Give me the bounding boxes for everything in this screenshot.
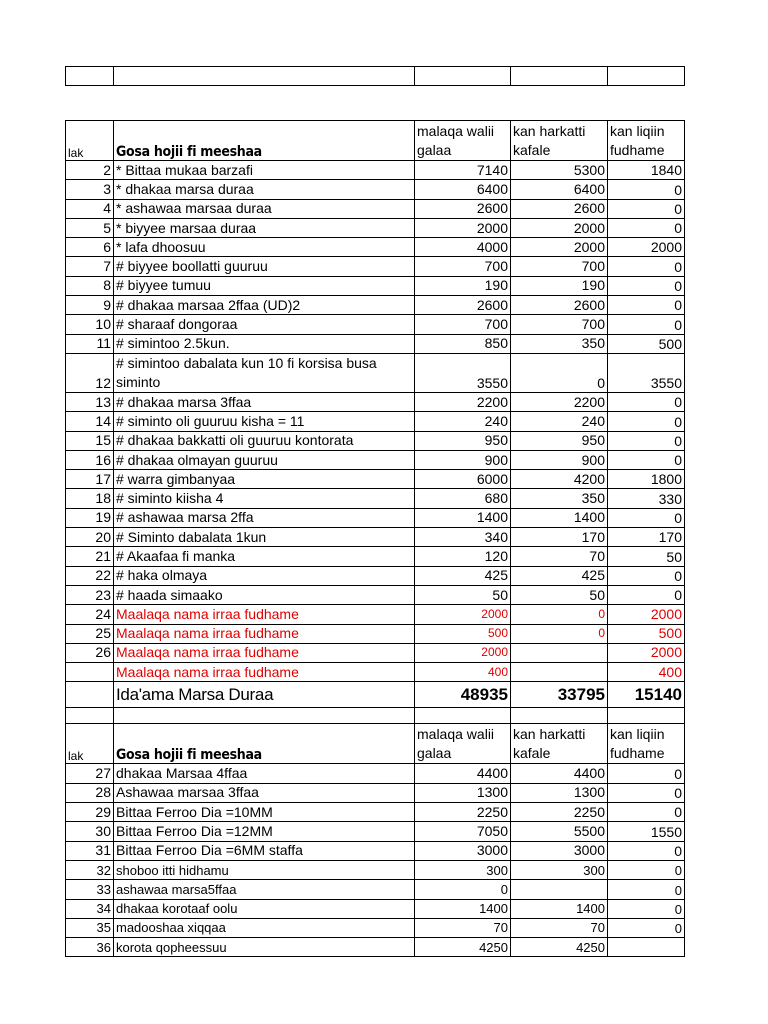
value-paid[interactable]: 1400 — [511, 508, 608, 527]
value-total[interactable]: 500 — [415, 624, 511, 643]
row-label-line1: # simintoo dabalata kun 10 fi korsisa busa — [116, 354, 377, 371]
value-loan[interactable]: 3550 — [608, 353, 685, 392]
value-total[interactable]: 2000 — [415, 643, 511, 662]
value-total[interactable]: 1400 — [415, 899, 511, 918]
value-loan[interactable]: 0 — [608, 803, 685, 822]
value-total[interactable]: 1400 — [415, 508, 511, 527]
table-row — [66, 624, 685, 643]
total-value-paid[interactable]: 33795 — [511, 682, 608, 708]
total-lak-cell[interactable] — [66, 682, 114, 708]
value-paid[interactable]: 170 — [511, 528, 608, 547]
value-paid[interactable]: 5500 — [511, 822, 608, 841]
spreadsheet-table — [65, 120, 685, 957]
value-paid[interactable]: 4250 — [511, 938, 608, 957]
value-paid[interactable]: 700 — [511, 315, 608, 334]
value-loan[interactable]: 1550 — [608, 822, 685, 841]
value-paid[interactable]: 350 — [511, 489, 608, 508]
value-loan[interactable]: 0 — [608, 841, 685, 860]
table-row — [66, 257, 685, 276]
row-number[interactable]: 26 — [66, 643, 114, 662]
row-number[interactable]: 11 — [66, 334, 114, 353]
header-col3[interactable]: malaqa walii galaa — [415, 724, 511, 764]
table-row — [66, 353, 685, 392]
value-paid[interactable] — [511, 643, 608, 662]
value-loan[interactable]: 50 — [608, 547, 685, 566]
cell[interactable] — [511, 708, 608, 724]
value-loan[interactable]: 0 — [608, 918, 685, 937]
table-row — [66, 238, 685, 257]
value-paid[interactable]: 350 — [511, 334, 608, 353]
row-label[interactable]: # Siminto dabalata 1kun — [114, 528, 415, 547]
row-label[interactable]: # haka olmaya — [114, 566, 415, 585]
value-paid[interactable]: 4400 — [511, 764, 608, 783]
row-label[interactable]: * Bittaa mukaa barzafi — [114, 161, 415, 180]
row-label[interactable]: korota qopheessuu — [114, 938, 415, 957]
value-paid[interactable]: 950 — [511, 431, 608, 450]
row-label-line2: siminto — [116, 373, 161, 390]
value-paid[interactable] — [511, 663, 608, 682]
value-paid[interactable]: 900 — [511, 450, 608, 469]
row-number[interactable]: 6 — [66, 238, 114, 257]
header-row-2 — [66, 724, 685, 764]
row-label[interactable]: Maalaqa nama irraa fudhame — [114, 663, 415, 682]
table-row — [66, 547, 685, 566]
table-row — [66, 566, 685, 585]
value-paid[interactable]: 700 — [511, 257, 608, 276]
row-label[interactable]: Bittaa Ferroo Dia =12MM — [114, 822, 415, 841]
cell[interactable] — [66, 67, 114, 86]
table-row — [66, 296, 685, 315]
value-loan[interactable] — [608, 938, 685, 957]
row-number[interactable]: 3 — [66, 180, 114, 199]
row-label[interactable]: Maalaqa nama irraa fudhame — [114, 643, 415, 662]
value-loan[interactable]: 0 — [608, 199, 685, 218]
total-row — [66, 682, 685, 708]
table-row — [66, 276, 685, 295]
cell[interactable] — [114, 708, 415, 724]
value-total[interactable]: 2000 — [415, 218, 511, 237]
row-number[interactable]: 31 — [66, 841, 114, 860]
value-loan[interactable]: 0 — [608, 296, 685, 315]
row-number[interactable]: 25 — [66, 624, 114, 643]
value-total[interactable]: 4000 — [415, 238, 511, 257]
value-paid[interactable]: 6400 — [511, 180, 608, 199]
table-row — [66, 218, 685, 237]
header-col5[interactable]: kan liqiin fudhame — [608, 724, 685, 764]
table-row — [66, 803, 685, 822]
value-paid[interactable]: 3000 — [511, 841, 608, 860]
row-label[interactable]: # ashawaa marsa 2ffa — [114, 508, 415, 527]
row-number[interactable]: 32 — [66, 860, 114, 879]
row-number[interactable]: 30 — [66, 822, 114, 841]
value-loan[interactable]: 500 — [608, 624, 685, 643]
row-number[interactable]: 34 — [66, 899, 114, 918]
row-number[interactable]: 24 — [66, 605, 114, 624]
value-total[interactable]: 300 — [415, 860, 511, 879]
value-loan[interactable]: 1800 — [608, 470, 685, 489]
row-label[interactable]: # dhakaa marsaa 2ffaa (UD)2 — [114, 296, 415, 315]
row-number[interactable]: 18 — [66, 489, 114, 508]
value-loan[interactable]: 0 — [608, 860, 685, 879]
value-loan[interactable]: 2000 — [608, 643, 685, 662]
row-label[interactable]: # sharaaf dongoraa — [114, 315, 415, 334]
row-number[interactable]: 33 — [66, 880, 114, 899]
value-loan[interactable]: 1840 — [608, 161, 685, 180]
row-number[interactable]: 29 — [66, 803, 114, 822]
table-row — [66, 199, 685, 218]
row-label[interactable]: shoboo itti hidhamu — [114, 860, 415, 879]
row-label[interactable]: # Akaafaa fi manka — [114, 547, 415, 566]
value-total[interactable]: 2200 — [415, 392, 511, 411]
value-paid[interactable]: 2250 — [511, 803, 608, 822]
cell[interactable] — [415, 67, 511, 86]
header-col4[interactable]: kan harkatti kafale — [511, 121, 608, 161]
table-row — [66, 841, 685, 860]
row-label[interactable]: * ashawaa marsaa duraa — [114, 199, 415, 218]
row-number[interactable]: 8 — [66, 276, 114, 295]
total-value-total[interactable]: 48935 — [415, 682, 511, 708]
total-label[interactable]: Ida'ama Marsa Duraa — [114, 682, 415, 708]
cell[interactable] — [66, 708, 114, 724]
row-label[interactable]: Maalaqa nama irraa fudhame — [114, 624, 415, 643]
value-paid[interactable]: 425 — [511, 566, 608, 585]
value-paid[interactable]: 0 — [511, 353, 608, 392]
row-number[interactable]: 20 — [66, 528, 114, 547]
value-loan[interactable]: 170 — [608, 528, 685, 547]
value-total[interactable]: 120 — [415, 547, 511, 566]
row-label[interactable]: Bittaa Ferroo Dia =6MM staffa — [114, 841, 415, 860]
value-paid[interactable]: 50 — [511, 585, 608, 604]
row-label[interactable]: # haada simaako — [114, 585, 415, 604]
row-label[interactable]: # simintoo 2.5kun. — [114, 334, 415, 353]
value-paid[interactable]: 240 — [511, 412, 608, 431]
row-number[interactable]: 28 — [66, 783, 114, 802]
value-loan[interactable]: 0 — [608, 315, 685, 334]
value-paid[interactable]: 2000 — [511, 218, 608, 237]
row-label[interactable]: ashawaa marsa5ffaa — [114, 880, 415, 899]
table-row — [66, 161, 685, 180]
table-row — [66, 605, 685, 624]
row-label[interactable]: dhakaa Marsaa 4ffaa — [114, 764, 415, 783]
table-row — [66, 938, 685, 957]
row-label[interactable]: dhakaa korotaaf oolu — [114, 899, 415, 918]
table-row — [66, 783, 685, 802]
row-label[interactable]: # warra gimbanyaa — [114, 470, 415, 489]
table-row — [66, 450, 685, 469]
value-total[interactable]: 3550 — [415, 353, 511, 392]
total-value-loan[interactable]: 15140 — [608, 682, 685, 708]
value-total[interactable]: 6000 — [415, 470, 511, 489]
value-loan[interactable]: 0 — [608, 783, 685, 802]
row-number[interactable]: 9 — [66, 296, 114, 315]
value-paid[interactable]: 2600 — [511, 296, 608, 315]
row-label[interactable]: * dhakaa marsa duraa — [114, 180, 415, 199]
header-gosa[interactable]: Gosa hojii fi meeshaa — [114, 724, 415, 764]
row-label[interactable]: * biyyee marsaa duraa — [114, 218, 415, 237]
value-loan[interactable]: 400 — [608, 663, 685, 682]
table-row — [66, 489, 685, 508]
value-loan[interactable]: 500 — [608, 334, 685, 353]
header-row — [66, 121, 685, 161]
row-number[interactable]: 4 — [66, 199, 114, 218]
value-total[interactable]: 400 — [415, 663, 511, 682]
row-number[interactable]: 17 — [66, 470, 114, 489]
row-label[interactable]: # dhakaa marsa 3ffaa — [114, 392, 415, 411]
value-total[interactable]: 7050 — [415, 822, 511, 841]
cell[interactable] — [114, 67, 415, 86]
table-row — [66, 822, 685, 841]
table-row — [66, 643, 685, 662]
row-label[interactable]: # dhakaa bakkatti oli guuruu kontorata — [114, 431, 415, 450]
value-total[interactable]: 340 — [415, 528, 511, 547]
table-row — [66, 860, 685, 879]
row-number[interactable] — [66, 663, 114, 682]
value-total[interactable]: 7140 — [415, 161, 511, 180]
value-loan[interactable]: 0 — [608, 431, 685, 450]
value-paid[interactable]: 1400 — [511, 899, 608, 918]
table-row — [66, 412, 685, 431]
row-label[interactable]: Bittaa Ferroo Dia =10MM — [114, 803, 415, 822]
value-paid[interactable]: 190 — [511, 276, 608, 295]
header-lak[interactable]: lak — [66, 121, 114, 161]
value-paid[interactable]: 70 — [511, 547, 608, 566]
value-total[interactable]: 2600 — [415, 296, 511, 315]
table-row — [66, 470, 685, 489]
value-paid[interactable]: 5300 — [511, 161, 608, 180]
value-loan[interactable]: 0 — [608, 566, 685, 585]
value-loan[interactable]: 0 — [608, 585, 685, 604]
row-number[interactable]: 12 — [66, 353, 114, 392]
table-row — [66, 392, 685, 411]
value-total[interactable]: 240 — [415, 412, 511, 431]
value-paid[interactable]: 300 — [511, 860, 608, 879]
header-lak[interactable]: lak — [66, 724, 114, 764]
value-loan[interactable]: 330 — [608, 489, 685, 508]
header-col4[interactable]: kan harkatti kafale — [511, 724, 608, 764]
value-loan[interactable]: 0 — [608, 508, 685, 527]
table-row — [66, 899, 685, 918]
row-number[interactable]: 15 — [66, 431, 114, 450]
value-paid[interactable]: 0 — [511, 605, 608, 624]
value-paid[interactable]: 70 — [511, 918, 608, 937]
row-label[interactable]: # siminto oli guuruu kisha = 11 — [114, 412, 415, 431]
value-loan[interactable]: 0 — [608, 899, 685, 918]
cell[interactable] — [608, 708, 685, 724]
value-loan[interactable]: 0 — [608, 257, 685, 276]
value-total[interactable]: 0 — [415, 880, 511, 899]
header-col5[interactable]: kan liqiin fudhame — [608, 121, 685, 161]
value-total[interactable]: 950 — [415, 431, 511, 450]
value-total[interactable]: 50 — [415, 585, 511, 604]
row-number[interactable]: 35 — [66, 918, 114, 937]
value-loan[interactable]: 0 — [608, 412, 685, 431]
value-loan[interactable]: 0 — [608, 392, 685, 411]
table-row — [66, 880, 685, 899]
table-row — [66, 918, 685, 937]
row-number[interactable]: 19 — [66, 508, 114, 527]
row-number[interactable]: 14 — [66, 412, 114, 431]
value-total[interactable]: 190 — [415, 276, 511, 295]
value-total[interactable]: 1300 — [415, 783, 511, 802]
row-label[interactable]: # siminto kiisha 4 — [114, 489, 415, 508]
row-label[interactable]: # dhakaa olmayan guuruu — [114, 450, 415, 469]
value-total[interactable]: 700 — [415, 315, 511, 334]
value-total[interactable]: 6400 — [415, 180, 511, 199]
value-loan[interactable]: 0 — [608, 276, 685, 295]
top-empty-row — [65, 66, 685, 86]
row-number[interactable]: 7 — [66, 257, 114, 276]
blank-row — [66, 708, 685, 724]
table-row — [66, 585, 685, 604]
row-number[interactable]: 21 — [66, 547, 114, 566]
row-number[interactable]: 10 — [66, 315, 114, 334]
row-number[interactable]: 22 — [66, 566, 114, 585]
value-total[interactable]: 2250 — [415, 803, 511, 822]
value-total[interactable]: 850 — [415, 334, 511, 353]
row-number[interactable]: 5 — [66, 218, 114, 237]
table-row — [66, 764, 685, 783]
value-total[interactable]: 700 — [415, 257, 511, 276]
value-paid[interactable]: 1300 — [511, 783, 608, 802]
value-paid[interactable]: 2000 — [511, 238, 608, 257]
value-loan[interactable]: 2000 — [608, 605, 685, 624]
value-paid[interactable]: 4200 — [511, 470, 608, 489]
header-col3[interactable]: malaqa walii galaa — [415, 121, 511, 161]
value-loan[interactable]: 0 — [608, 450, 685, 469]
value-total[interactable]: 680 — [415, 489, 511, 508]
value-loan[interactable]: 2000 — [608, 238, 685, 257]
value-total[interactable]: 4250 — [415, 938, 511, 957]
row-number[interactable]: 36 — [66, 938, 114, 957]
value-paid[interactable] — [511, 880, 608, 899]
table-row — [66, 180, 685, 199]
value-total[interactable]: 2000 — [415, 605, 511, 624]
row-label[interactable]: Maalaqa nama irraa fudhame — [114, 605, 415, 624]
row-number[interactable]: 23 — [66, 585, 114, 604]
row-label[interactable]: # biyyee boollatti guuruu — [114, 257, 415, 276]
value-total[interactable]: 4400 — [415, 764, 511, 783]
value-total[interactable]: 900 — [415, 450, 511, 469]
table-row — [66, 508, 685, 527]
value-total[interactable]: 2600 — [415, 199, 511, 218]
value-loan[interactable]: 0 — [608, 218, 685, 237]
table-row — [66, 528, 685, 547]
row-number[interactable]: 13 — [66, 392, 114, 411]
row-label[interactable]: * lafa dhoosuu — [114, 238, 415, 257]
table-row — [66, 663, 685, 682]
value-loan[interactable]: 0 — [608, 180, 685, 199]
row-label[interactable]: Ashawaa marsaa 3ffaa — [114, 783, 415, 802]
cell[interactable] — [415, 708, 511, 724]
cell[interactable] — [608, 67, 685, 86]
row-number[interactable]: 2 — [66, 161, 114, 180]
row-label[interactable]: madooshaa xiqqaa — [114, 918, 415, 937]
table-row — [66, 431, 685, 450]
value-paid[interactable]: 2600 — [511, 199, 608, 218]
value-paid[interactable]: 0 — [511, 624, 608, 643]
value-paid[interactable]: 2200 — [511, 392, 608, 411]
value-loan[interactable]: 0 — [608, 764, 685, 783]
header-gosa[interactable]: Gosa hojii fi meeshaa — [114, 121, 415, 161]
cell[interactable] — [511, 67, 608, 86]
table-row — [66, 334, 685, 353]
row-label[interactable] — [114, 353, 415, 392]
value-total[interactable]: 3000 — [415, 841, 511, 860]
value-total[interactable]: 70 — [415, 918, 511, 937]
value-total[interactable]: 425 — [415, 566, 511, 585]
row-label[interactable]: # biyyee tumuu — [114, 276, 415, 295]
row-number[interactable]: 27 — [66, 764, 114, 783]
row-number[interactable]: 16 — [66, 450, 114, 469]
value-loan[interactable]: 0 — [608, 880, 685, 899]
table-row — [66, 315, 685, 334]
